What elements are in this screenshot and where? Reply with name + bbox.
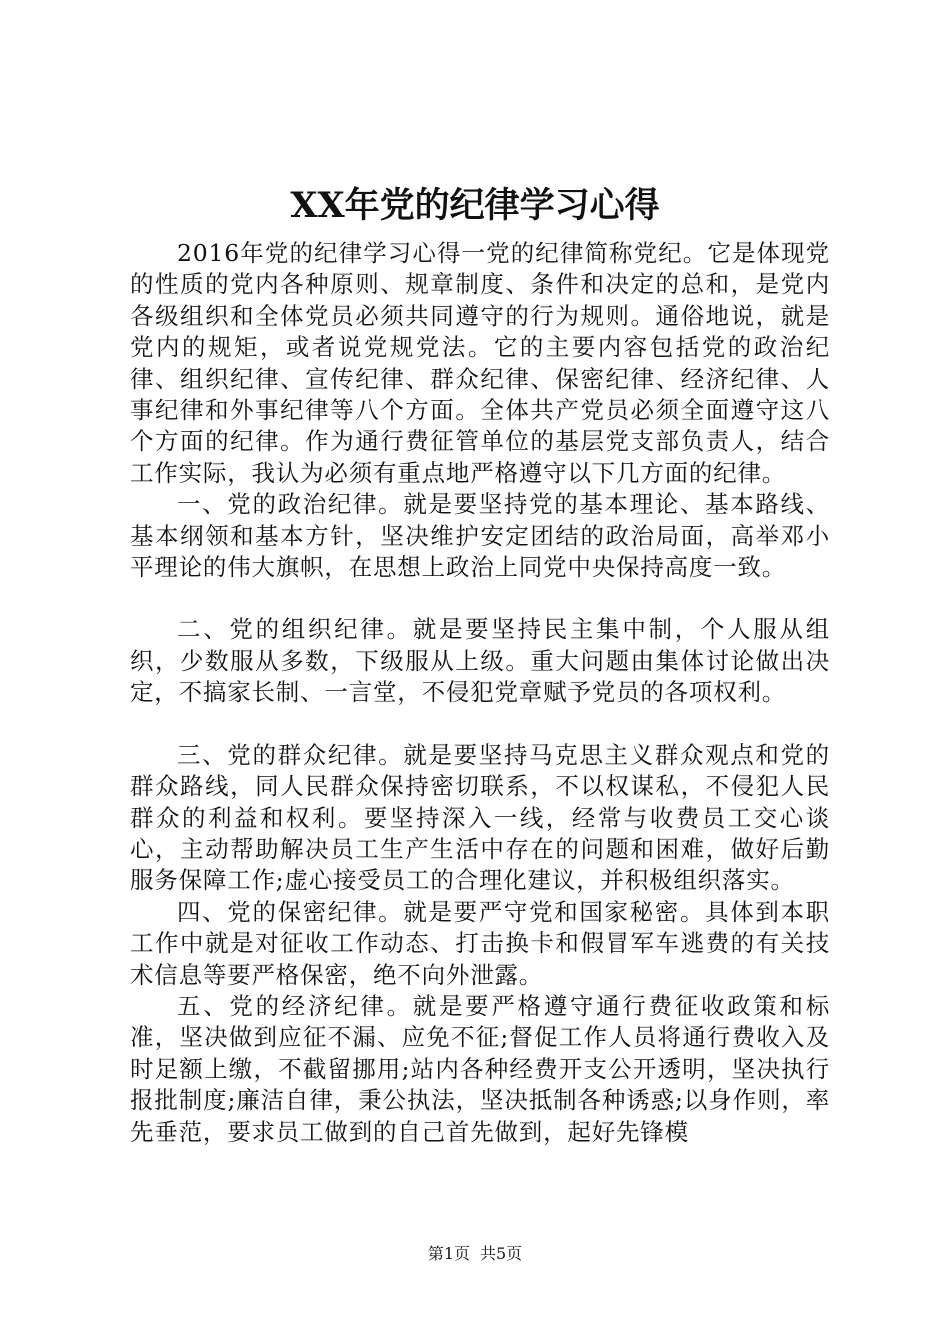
paragraph-economic-discipline: 五、党的经济纪律。就是要严格遵守通行费征收政策和标准，坚决做到应征不漏、应免不征;督促工作人员将通行费收入及时足额上缴，不截留挪用;站内各种经费开支公开透明，坚决执行报批制度;廉洁自律，秉公执法，坚决抵制各种诱惑;以身作则，率先垂范，要求员工做到的自己首先做到，起好先锋模 [130,991,830,1146]
page-title: XX年党的纪律学习心得 [290,185,660,226]
document-body [130,238,830,1148]
page-number: 第1页 [427,1244,470,1263]
paragraph-organizational-discipline: 二、党的组织纪律。就是要坚持民主集中制，个人服从组织，少数服从多数，下级服从上级。重大问题由集体讨论做出决定，不搞家长制、一言堂，不侵犯党章赋予党员的各项权利。 [130,615,830,707]
page-footer [0,1244,950,1264]
page-total: 共5页 [480,1244,523,1263]
paragraph-political-discipline: 一、党的政治纪律。就是要坚持党的基本理论、基本路线、基本纲领和基本方针，坚决维护安定团结的政治局面，高举邓小平理论的伟大旗帜，在思想上政治上同党中央保持高度一致。 [130,490,830,582]
paragraph-intro: 2016年党的纪律学习心得一党的纪律简称党纪。它是体现党的性质的党内各种原则、规章制度、条件和决定的总和，是党内各级组织和全体党员必须共同遵守的行为规则。通俗地说，就是党内的规矩，或者说党规党法。它的主要内容包括党的政治纪律、组织纪律、宣传纪律、群众纪律、保密纪律、经济纪律、人事纪律和外事纪律等八个方面。全体共产党员必须全面遵守这八个方面的纪律。作为通行费征管单位的基层党支部负责人，结合工作实际，我认为必须有重点地严格遵守以下几方面的纪律。 [130,239,830,487]
paragraph-secrecy-discipline: 四、党的保密纪律。就是要严守党和国家秘密。具体到本职工作中就是对征收工作动态、打击换卡和假冒军车逃费的有关技术信息等要严格保密，绝不向外泄露。 [130,897,830,989]
paragraph-mass-discipline: 三、党的群众纪律。就是要坚持马克思主义群众观点和党的群众路线，同人民群众保持密切联系，不以权谋私，不侵犯人民群众的利益和权利。要坚持深入一线，经常与收费员工交心谈心，主动帮助解决员工生产生活中存在的问题和困难，做好后勤服务保障工作;虚心接受员工的合理化建议，并积极组织落实。 [130,740,830,895]
